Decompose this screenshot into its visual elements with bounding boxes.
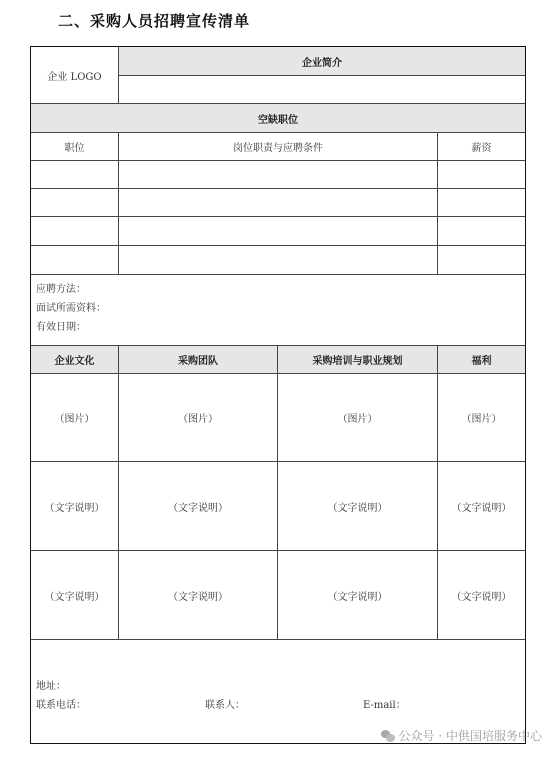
vacancy-row[interactable] [31, 189, 525, 216]
column-header-team: 采购团队 [119, 346, 277, 373]
team-picture: （图片） [178, 414, 218, 425]
email-label: E-mail： [363, 700, 406, 711]
company-intro-field[interactable] [119, 76, 525, 103]
application-info [36, 280, 106, 337]
page-title: 二、采购人员招聘宣传清单 [58, 12, 251, 30]
wechat-icon [381, 730, 395, 742]
vacancy-row[interactable] [31, 246, 525, 273]
training-text: （文字说明） [327, 591, 388, 603]
culture-text: （文字说明） [44, 502, 105, 514]
column-header-culture: 企业文化 [31, 346, 118, 373]
valid-date-label: 有效日期： [36, 322, 86, 333]
vacancy-row[interactable] [31, 161, 525, 188]
interview-materials-label: 面试所需资料： [36, 303, 106, 314]
benefits-text: （文字说明） [451, 502, 512, 514]
benefits-text: （文字说明） [451, 591, 512, 603]
benefits-picture: （图片） [461, 414, 502, 425]
watermark [381, 727, 542, 744]
column-header-position: 职位 [64, 143, 85, 154]
vacancies-header: 空缺职位 [31, 104, 525, 132]
column-header-duties: 岗位职责与应聘条件 [233, 143, 323, 154]
phone-label: 联系电话： [36, 700, 86, 711]
company-intro-header: 企业简介 [119, 47, 525, 75]
vacancy-row[interactable] [31, 217, 525, 244]
watermark-text: 公众号 · 中供国培服务中心 [398, 729, 542, 743]
column-header-salary: 薪资 [471, 143, 492, 154]
culture-text: （文字说明） [44, 591, 105, 603]
column-header-training: 采购培训与职业规划 [278, 346, 437, 373]
team-text: （文字说明） [168, 591, 228, 603]
application-method-label: 应聘方法： [36, 284, 86, 295]
culture-picture: （图片） [54, 414, 95, 425]
company-logo-placeholder: 企业 LOGO [47, 71, 102, 83]
training-text: （文字说明） [327, 502, 388, 514]
team-text: （文字说明） [168, 502, 228, 514]
column-header-benefits: 福利 [438, 346, 525, 373]
address-label: 地址： [36, 681, 66, 692]
contact-person-label: 联系人： [205, 700, 245, 711]
training-picture: （图片） [337, 414, 378, 425]
